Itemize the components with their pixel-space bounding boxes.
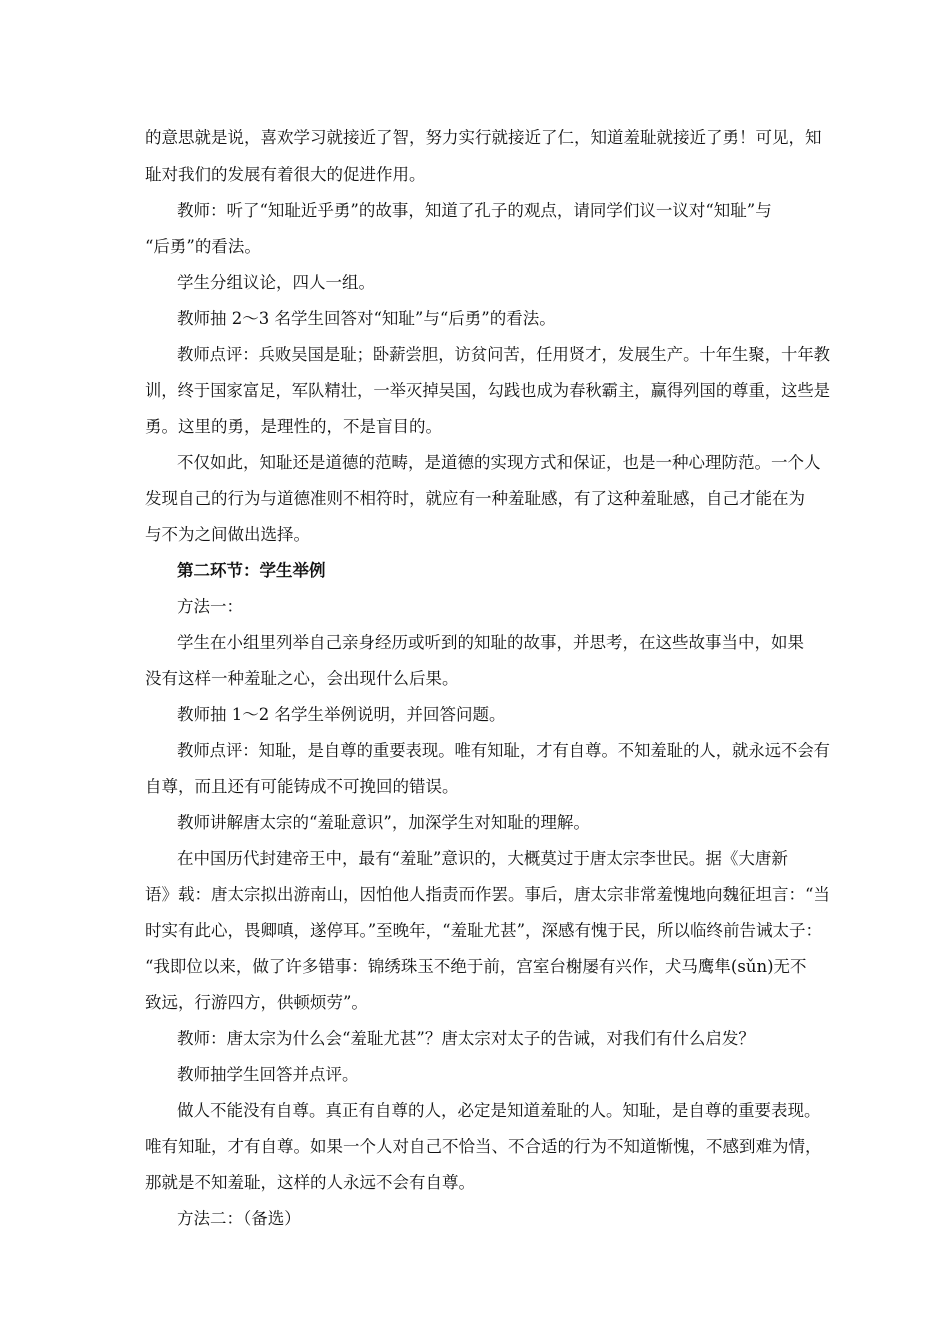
text-line: 那就是不知羞耻，这样的人永远不会有自尊。 (145, 1173, 475, 1192)
text-line: 教师抽 2～3 名学生回答对“知耻”与“后勇”的看法。 (177, 309, 556, 328)
text-line: 教师：听了“知耻近乎勇”的故事，知道了孔子的观点，请同学们议一议对“知耻”与 (177, 201, 772, 220)
text-line: 教师：唐太宗为什么会“羞耻尤甚”？唐太宗对太子的告诫，对我们有什么启发？ (177, 1029, 755, 1048)
text-line: 教师点评：兵败吴国是耻；卧薪尝胆，访贫问苦，任用贤才，发展生产。十年生聚，十年教 (177, 345, 831, 364)
text-line: 唯有知耻，才有自尊。如果一个人对自己不恰当、不合适的行为不知道惭愧，不感到难为情， (145, 1137, 822, 1156)
text-line: 方法二：（备选） (177, 1209, 301, 1228)
text-line: 自尊，而且还有可能铸成不可挽回的错误。 (145, 777, 459, 796)
text-line: 耻对我们的发展有着很大的促进作用。 (145, 165, 426, 184)
text-line: “我即位以来，做了许多错事：锦绣珠玉不绝于前，宫室台榭屡有兴作，犬马鹰隼(sǔn)无不 (145, 957, 807, 976)
text-line: 时实有此心，畏卿嗔，遂停耳。”至晚年，“羞耻尤甚”，深感有愧于民，所以临终前告诫太子： (145, 921, 823, 940)
text-line: 发现自己的行为与道德准则不相符时，就应有一种羞耻感，有了这种羞耻感，自己才能在为 (145, 489, 805, 508)
text-line: 方法一： (177, 597, 243, 616)
text-line: 教师点评：知耻，是自尊的重要表现。唯有知耻，才有自尊。不知羞耻的人，就永远不会有 (177, 741, 831, 760)
text-line: 没有这样一种羞耻之心，会出现什么后果。 (145, 669, 459, 688)
text-line: 学生在小组里列举自己亲身经历或听到的知耻的故事，并思考，在这些故事当中，如果 (177, 633, 804, 652)
text-line: 教师抽 1～2 名学生举例说明，并回答问题。 (177, 705, 506, 724)
text-line: 在中国历代封建帝王中，最有“羞耻”意识的，大概莫过于唐太宗李世民。据《大唐新 (177, 849, 788, 868)
text-line: “后勇”的看法。 (145, 237, 261, 256)
text-line: 语》载：唐太宗拟出游南山，因怕他人指责而作罢。事后，唐太宗非常羞愧地向魏征坦言：“当 (145, 885, 830, 904)
section-heading: 第二环节：学生举例 (177, 561, 326, 580)
text-line: 训，终于国家富足，军队精壮，一举灭掉吴国，勾践也成为春秋霸主，赢得列国的尊重，这些是 (145, 381, 831, 400)
text-line: 做人不能没有自尊。真正有自尊的人，必定是知道羞耻的人。知耻，是自尊的重要表现。 (177, 1101, 821, 1120)
text-line: 的意思就是说，喜欢学习就接近了智，努力实行就接近了仁，知道羞耻就接近了勇！可见，知 (145, 128, 822, 147)
text-line: 勇。这里的勇，是理性的，不是盲目的。 (145, 417, 442, 436)
text-line: 与不为之间做出选择。 (145, 525, 310, 544)
text-line: 学生分组议论，四人一组。 (177, 273, 375, 292)
text-line: 教师讲解唐太宗的“羞耻意识”，加深学生对知耻的理解。 (177, 813, 590, 832)
text-line: 教师抽学生回答并点评。 (177, 1065, 359, 1084)
text-line: 不仅如此，知耻还是道德的范畴，是道德的实现方式和保证，也是一种心理防范。一个人 (177, 453, 821, 472)
text-line: 致远，行游四方，供顿烦劳”。 (145, 993, 368, 1012)
